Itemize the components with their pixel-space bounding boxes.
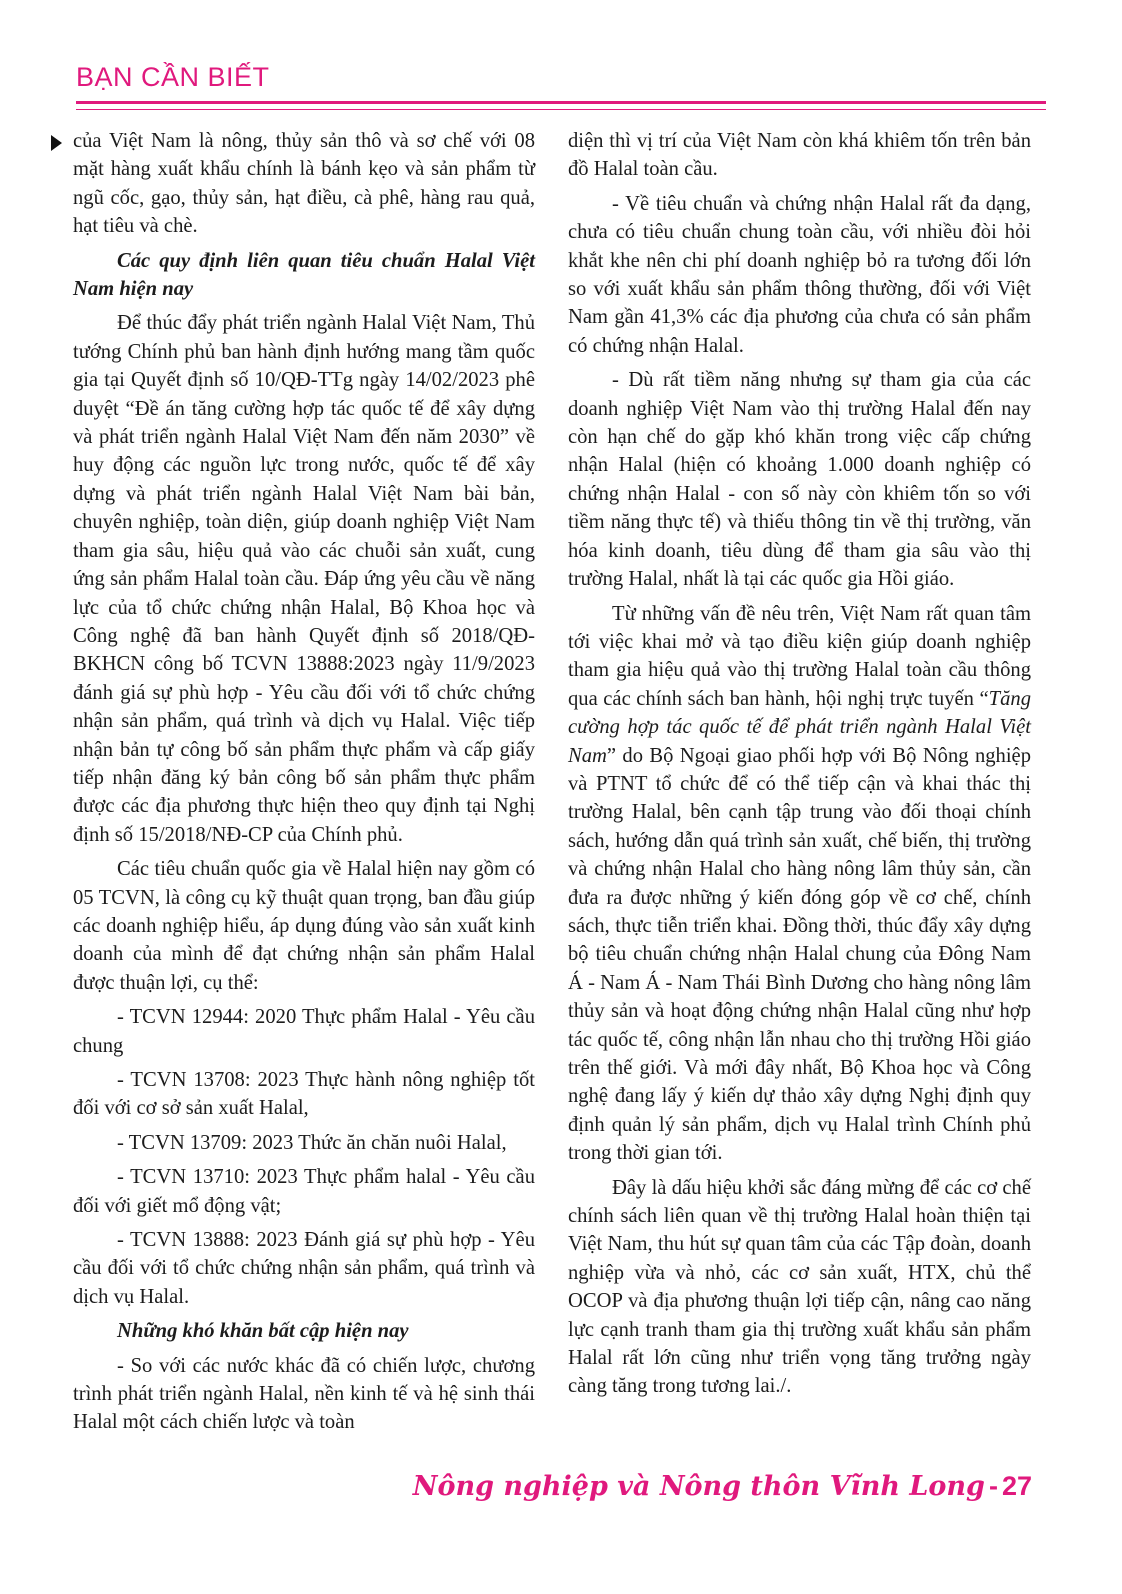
list-item: - TCVN 12944: 2020 Thực phẩm Halal - Yêu cầu chung — [73, 1006, 535, 1057]
paragraph: - Dù rất tiềm năng nhưng sự tham gia của các doanh nghiệp Việt Nam vào thị trường Halal đến nay còn hạn chế do gặp khó khăn trong việc cấp chứng nhận Halal (hiện có khoảng 1.000 doanh nghiệp có chứng nhận Halal - con số này còn khiêm tốn so với tiềm năng thực tế) và thiếu thông tin về thị trường, văn hóa kinh doanh, tiêu dùng để tham gia sâu vào thị trường Halal, nhất là tại các quốc gia Hồi giáo. — [568, 369, 1031, 591]
paragraph — [568, 600, 1031, 1168]
section-title: BẠN CẦN BIẾT — [76, 62, 270, 92]
subheading: Những khó khăn bất cập hiện nay — [117, 1320, 409, 1343]
paragraph: diện thì vị trí của Việt Nam còn khá khiêm tốn trên bản đồ Halal toàn cầu. — [568, 130, 1031, 181]
continuation-arrow-icon — [51, 135, 62, 151]
right-column — [568, 127, 1031, 1407]
list-item: - TCVN 13710: 2023 Thực phẩm halal - Yêu cầu đối với giết mổ động vật; — [73, 1166, 535, 1217]
text-run: Từ những vấn đề nêu trên, Việt Nam rất quan tâm tới việc khai mở và tạo điều kiện giúp doanh nghiệp tham gia hiệu quả vào thị trường Halal toàn cầu thông qua các chính sách ban hành, hội nghị trực tuyến “ — [568, 602, 1031, 710]
text-run: ” do Bộ Ngoại giao phối hợp với Bộ Nông nghiệp và PTNT tổ chức để có thể tiếp cận và khai thác thị trường Halal, bên cạnh tập trung vào đối thoại chính sách, hướng dẫn quá trình sản xuất, chế biến, thị trường và chứng nhận Halal cho hàng nông lâm thủy sản, cần đưa ra được những ý kiến đóng góp về cơ chế, chính sách, thực tiễn triển khai. Đồng thời, thúc đẩy xây dựng bộ tiêu chuẩn chứng nhận Halal chung của Đông Nam Á - Nam Á - Nam Thái Bình Dương cho hàng nông lâm thủy sản và hoạt động chứng nhận Halal cũng như hợp tác quốc tế, công nhận lẫn nhau cho thị trường Hồi giáo trên thế giới. Và mới đây nhất, Bộ Khoa học và Công nghệ đang lấy ý kiến dự thảo xây dựng Nghị định quy định quản lý sản phẩm, dịch vụ Halal trình Chính phủ trong thời gian tới. — [568, 744, 1031, 1165]
header-rule-thick — [76, 101, 1046, 104]
page-number: 27 — [1001, 1471, 1032, 1501]
paragraph: Đây là dấu hiệu khởi sắc đáng mừng để các cơ chế chính sách liên quan về thị trường Halal hoàn thiện tại Việt Nam, thu hút sự quan tâm của các Tập đoàn, doanh nghiệp vừa và nhỏ, các cơ sản xuất, HTX, chủ thể OCOP và địa phương thuận lợi tiếp cận, nâng cao năng lực cạnh tranh tham gia thị trường xuất khẩu sản phẩm Halal rất lớn cũng như triển vọng tăng trưởng ngày càng tăng trong tương lai./. — [568, 1176, 1031, 1398]
conference-title: Tăng cường hợp tác quốc tế để phát triển ngành Halal Việt Nam — [568, 687, 1031, 767]
subheading: Các quy định liên quan tiêu chuẩn Halal Việt Nam hiện nay — [73, 249, 535, 301]
paragraph: Các tiêu chuẩn quốc gia về Halal hiện nay gồm có 05 TCVN, là công cụ kỹ thuật quan trọng, ban đầu giúp các doanh nghiệp hiểu, áp dụng đúng vào sản xuất kinh doanh của mình để đạt chứng nhận sản phẩm Halal được thuận lợi, cụ thể: — [73, 858, 535, 994]
page-footer — [413, 1471, 1032, 1502]
magazine-title: Nông nghiệp và Nông thôn Vĩnh Long — [412, 1471, 985, 1502]
list-item: - TCVN 13708: 2023 Thực hành nông nghiệp tốt đối với cơ sở sản xuất Halal, — [73, 1069, 535, 1120]
paragraph: - So với các nước khác đã có chiến lược, chương trình phát triển ngành Halal, nền kinh tế và hệ sinh thái Halal một cách chiến lược và toàn — [73, 1354, 535, 1434]
header-rule-thin — [76, 109, 1046, 110]
paragraph: Để thúc đẩy phát triển ngành Halal Việt Nam, Thủ tướng Chính phủ ban hành định hướng mang tầm quốc gia tại Quyết định số 10/QĐ-TTg ngày 14/02/2023 phê duyệt “Đề án tăng cường hợp tác quốc tế để xây dựng và phát triển ngành Halal Việt Nam đến năm 2030” về huy động các nguồn lực trong nước, quốc tế để xây dựng và phát triển ngành Halal Việt Nam bài bản, chuyên nghiệp, toàn diện, giúp doanh nghiệp Việt Nam tham gia sâu, hiệu quả vào các chuỗi sản xuất, cung ứng sản phẩm Halal toàn cầu. Đáp ứng yêu cầu về năng lực của tổ chức chứng nhận Halal, Bộ Khoa học và Công nghệ đã ban hành Quyết định số 2018/QĐ- BKHCN công bố TCVN 13888:2023 ngày 11/9/2023 đánh giá sự phù hợp - Yêu cầu đối với tổ chức chứng nhận sản phẩm, quá trình và dịch vụ Halal. Việc tiếp nhận bản tự công bố sản phẩm thực phẩm và cấp giấy tiếp nhận đăng ký bản công bố sản phẩm thực phẩm được các địa phương thực hiện theo quy định tại Nghị định số 15/2018/NĐ-CP của Chính phủ. — [73, 312, 535, 846]
paragraph: của Việt Nam là nông, thủy sản thô và sơ chế với 08 mặt hàng xuất khẩu chính là bánh kẹo và sản phẩm từ ngũ cốc, gạo, thủy sản, hạt điều, cà phê, hàng rau quả, hạt tiêu và chè. — [73, 130, 535, 238]
left-column — [73, 127, 535, 1443]
footer-separator: - — [988, 1471, 998, 1501]
list-item: - TCVN 13888: 2023 Đánh giá sự phù hợp - Yêu cầu đối với tổ chức chứng nhận sản phẩm, quá trình và dịch vụ Halal. — [73, 1229, 535, 1308]
list-item: - TCVN 13709: 2023 Thức ăn chăn nuôi Halal, — [117, 1131, 507, 1154]
paragraph: - Về tiêu chuẩn và chứng nhận Halal rất đa dạng, chưa có tiêu chuẩn chung toàn cầu, với nhiều đòi hỏi khắt khe nên chi phí doanh nghiệp bỏ ra tương đối lớn so với xuất khẩu sản phẩm thông thường, đối với Việt Nam gần 41,3% các địa phương của chưa có sản phẩm có chứng nhận Halal. — [568, 192, 1031, 357]
